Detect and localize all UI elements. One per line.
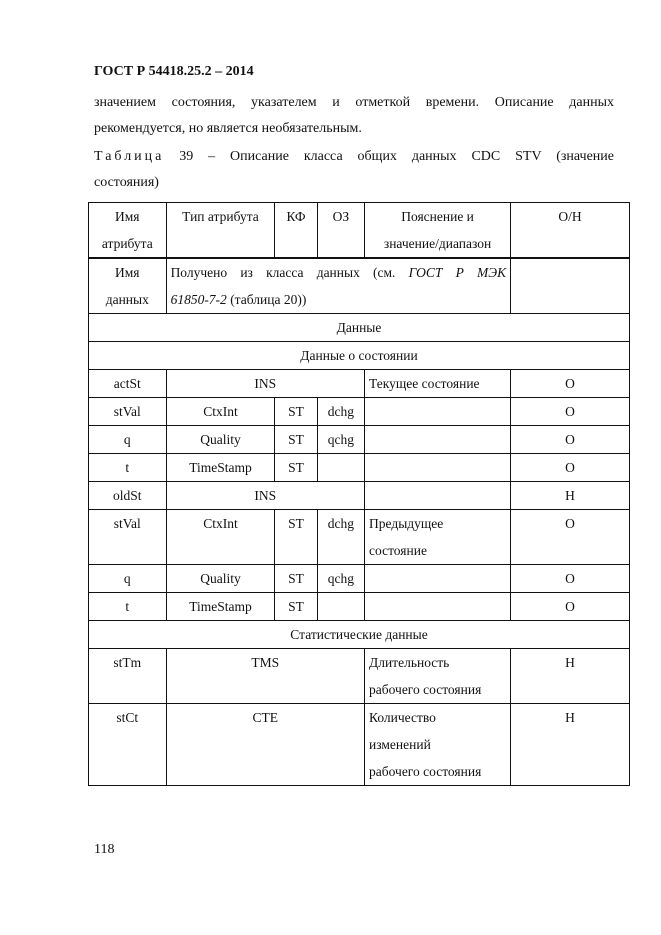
cell-type: TimeStamp [166,454,275,482]
cell-on: Н [511,704,630,786]
cell-type: CtxInt [166,510,275,565]
cell-oz [317,593,364,621]
section-data: Данные [89,314,630,342]
cell-name: q [89,565,167,593]
cell-oz: dchg [317,510,364,565]
header-oz: ОЗ [317,203,364,259]
cell-on: О [511,510,630,565]
cdc-stv-table [88,202,630,786]
cell-kf: ST [275,565,317,593]
cell-type: INS [166,482,364,510]
cell-kf: ST [275,593,317,621]
cell-desc: Количество изменений рабочего состояния [365,704,511,786]
table-caption [94,144,614,170]
paragraph-line-2: рекомендуется, но является необязательным. [94,121,362,136]
section-row [89,314,630,342]
cell-on: О [511,593,630,621]
header-name: Имя атрибута [89,203,167,259]
table-row [89,370,630,398]
cell-desc [365,426,511,454]
cell-name: t [89,593,167,621]
header-desc: Пояснение и значение/диапазон [365,203,511,259]
cell-kf: ST [275,454,317,482]
cell-kf: ST [275,398,317,426]
cell-type: Quality [166,565,275,593]
cell-type: INS [166,370,364,398]
paragraph-line-1: значением состояния, указателем и отметкой времени. Описание данных [94,95,614,110]
header-type: Тип атрибута [166,203,275,259]
table-row [89,482,630,510]
section-row [89,621,630,649]
cell-name: actSt [89,370,167,398]
cell-on: О [511,370,630,398]
table-row [89,704,630,786]
dataname-label: Имя данных [89,258,167,314]
table-row [89,454,630,482]
cell-name: stVal [89,510,167,565]
cell-type: TimeStamp [166,593,275,621]
table-caption-line-2: состояния) [94,175,159,190]
dataname-on [511,258,630,314]
table-row [89,426,630,454]
cell-type: Quality [166,426,275,454]
table-row [89,565,630,593]
cell-on: О [511,426,630,454]
page-number: 118 [94,842,115,857]
cell-desc: Текущее состояние [365,370,511,398]
cell-oz: qchg [317,426,364,454]
cell-on: О [511,398,630,426]
cell-name: t [89,454,167,482]
cell-type: CtxInt [166,398,275,426]
cell-name: stCt [89,704,167,786]
header-on: О/Н [511,203,630,259]
caption-rest: 39 – Описание класса общих данных CDC STV (значение [164,149,614,164]
cell-name: q [89,426,167,454]
caption-prefix: Таблица [94,149,165,164]
cell-oz [317,454,364,482]
cell-oz: dchg [317,398,364,426]
section-state: Данные о состоянии [89,342,630,370]
cell-on: Н [511,649,630,704]
cell-name: stTm [89,649,167,704]
cell-name: stVal [89,398,167,426]
cell-name: oldSt [89,482,167,510]
table-row [89,510,630,565]
table-row [89,593,630,621]
cell-desc: Предыдущее состояние [365,510,511,565]
dataname-text: Получено из класса данных (см. ГОСТ Р МЭК 61850-7-2 (таблица 20)) [166,258,511,314]
cell-kf: ST [275,510,317,565]
cell-desc [365,454,511,482]
cell-desc [365,593,511,621]
cell-on: Н [511,482,630,510]
cell-on: О [511,454,630,482]
cell-desc [365,398,511,426]
section-stat: Статистические данные [89,621,630,649]
dataname-row [89,258,630,314]
document-header: ГОСТ Р 54418.25.2 – 2014 [94,64,254,79]
table-row [89,398,630,426]
cell-oz: qchg [317,565,364,593]
section-row [89,342,630,370]
header-kf: КФ [275,203,317,259]
cell-on: О [511,565,630,593]
cell-desc: Длительность рабочего состояния [365,649,511,704]
table-row [89,649,630,704]
cell-type: TMS [166,649,364,704]
table-header-row [89,203,630,259]
cell-desc [365,565,511,593]
cell-kf: ST [275,426,317,454]
cell-type: CTE [166,704,364,786]
cell-desc [365,482,511,510]
